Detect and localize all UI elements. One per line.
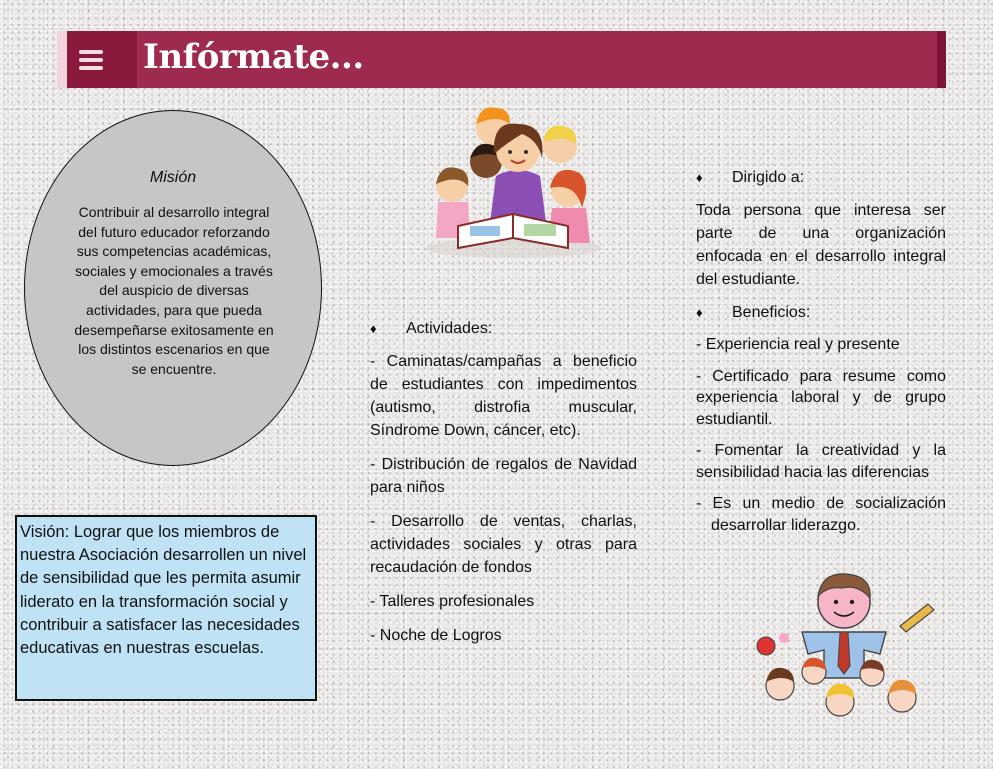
diamond-bullet-icon: ♦ (370, 321, 377, 336)
header-right-edge (937, 31, 946, 88)
mision-text: Contribuir al desarrollo integral del futuro educador reforzando sus competencias académicas, sociales y emocionales a través del auspicio de diversas actividades, para que pueda desempeñarse exitosamente en los distintos escenarios en que se encuentre. (74, 204, 274, 377)
beneficios-item: - Certificado para resume como experiencia laboral y de grupo estudiantil. (696, 367, 946, 428)
actividades-section (370, 317, 637, 658)
menu-bar-line (79, 66, 103, 70)
dirigido-heading (696, 166, 946, 189)
actividades-item: - Caminatas/campañas a beneficio de estudiantes con impedimentos (autismo, distrofia muscular, Síndrome Down, cáncer, etc). (370, 353, 637, 439)
header-left-edge (57, 31, 67, 88)
beneficios-heading-label: Beneficios: (732, 304, 811, 321)
mision-ellipse (24, 110, 322, 466)
beneficios-item: - Fomentar la creatividad y la sensibilidad hacia las diferencias (696, 442, 946, 481)
actividades-item: - Desarrollo de ventas, charlas, actividades sociales y otras para recaudación de fondos (370, 513, 637, 576)
actividades-item: - Noche de Logros (370, 627, 502, 644)
actividades-heading (370, 317, 637, 340)
dirigido-beneficios-section (696, 166, 946, 546)
menu-bar-line (79, 58, 103, 62)
beneficios-item: - Experiencia real y presente (696, 336, 900, 353)
actividades-heading-label: Actividades: (406, 320, 493, 337)
beneficios-item: - Es un medio de socialización desarrollar liderazgo. (696, 495, 946, 534)
vision-text: Lograr que los miembros de nuestra Asociación desarrollen un nivel de sensibilidad que les permita asumir liderato en la transformación social y contribuir a satisfacer las necesidades educativas en nuestras escuelas. (20, 523, 307, 658)
actividades-item: - Distribución de regalos de Navidad para niños (370, 456, 637, 496)
dirigido-heading-label: Dirigido a: (732, 169, 805, 186)
boy-with-children-faces-illustration (752, 570, 937, 725)
menu-bar-line (79, 50, 103, 54)
teacher-reading-to-children-illustration (418, 98, 608, 263)
mision-title: Misión (149, 169, 197, 186)
dirigido-text: Toda persona que interesa ser parte de una organización enfocada en el desarrollo integral del estudiante. (696, 202, 946, 288)
vision-label: Visión: (20, 523, 70, 541)
vision-box (15, 515, 317, 701)
beneficios-heading (696, 301, 946, 324)
hamburger-menu-icon[interactable] (67, 31, 137, 88)
diamond-bullet-icon: ♦ (696, 170, 703, 185)
header-bar (57, 31, 946, 88)
page-title: Infórmate... (143, 37, 364, 77)
diamond-bullet-icon: ♦ (696, 305, 703, 320)
actividades-item: - Talleres profesionales (370, 593, 535, 610)
